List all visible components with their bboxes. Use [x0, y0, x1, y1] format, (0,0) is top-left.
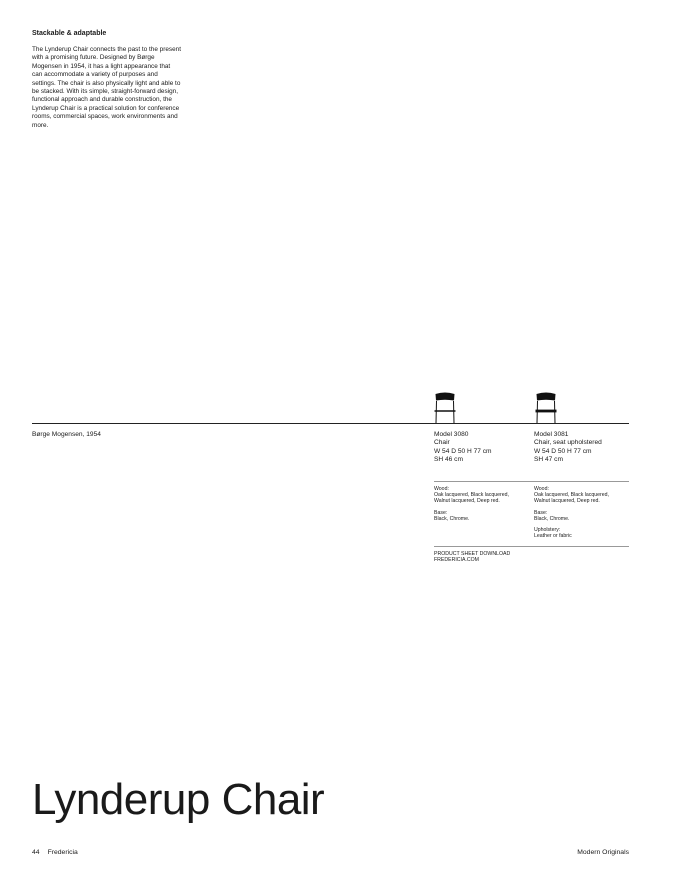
wood-value: Oak lacquered, Black lacquered, Walnut lacquered, Deep red.	[534, 492, 609, 505]
main-divider	[32, 423, 629, 424]
footer-left	[32, 849, 78, 856]
base-label: Base:	[434, 509, 448, 516]
intro-section	[32, 30, 182, 130]
base-label: Base:	[534, 509, 548, 516]
wood-label: Wood:	[434, 486, 449, 492]
model-3080-info	[434, 431, 530, 464]
model-3081-specs	[534, 486, 630, 544]
wood-spec	[434, 486, 530, 505]
chair-upholstered-icon	[534, 391, 558, 423]
download-divider	[434, 546, 629, 547]
download-label[interactable]: PRODUCT SHEET DOWNLOAD	[434, 551, 511, 557]
designer-credit: Børge Mogensen, 1954	[32, 431, 101, 438]
base-value: Black, Chrome.	[534, 515, 570, 522]
spec-divider	[434, 481, 629, 482]
wood-value: Oak lacquered, Black lacquered, Walnut lacquered, Deep red.	[434, 492, 509, 505]
model-dimensions: W 54 D 50 H 77 cm	[534, 447, 592, 455]
model-3080-specs	[434, 486, 530, 527]
product-sheet-download[interactable]	[434, 551, 510, 564]
intro-body: The Lynderup Chair connects the past to the present with a promising future. Designed by Børge Mogensen in 1954, it has a light appearance that can accommodate a variety of purposes and settings. The chair is also physically light and able to be stacked. With its simple, straight-forward design, functional approach and durable construction, the Lynderup Chair is a practical solution for conference rooms, commercial spaces, work environments and more.	[32, 46, 181, 129]
upholstery-spec	[534, 527, 630, 539]
intro-heading: Stackable & adaptable	[32, 30, 107, 37]
model-number: Model 3081	[534, 431, 569, 438]
chair-icon	[433, 391, 457, 423]
model-type: Chair	[434, 439, 450, 447]
model-seat-height: SH 46 cm	[434, 455, 463, 463]
wood-label: Wood:	[534, 486, 549, 492]
base-value: Black, Chrome.	[434, 515, 470, 522]
model-dimensions: W 54 D 50 H 77 cm	[434, 447, 492, 455]
page-number: 44	[32, 849, 40, 856]
upholstery-value: Leather or fabric	[534, 533, 572, 540]
upholstery-label: Upholstery:	[534, 527, 561, 534]
section-name: Modern Originals	[577, 849, 629, 856]
brand-name: Fredericia	[47, 849, 78, 856]
model-number: Model 3080	[434, 431, 469, 438]
model-seat-height: SH 47 cm	[534, 455, 563, 463]
model-3081-info	[534, 431, 630, 464]
base-spec	[534, 510, 630, 522]
page-title: Lynderup Chair	[32, 775, 325, 824]
wood-spec	[534, 486, 630, 505]
model-type: Chair, seat upholstered	[534, 439, 602, 447]
base-spec	[434, 510, 530, 522]
download-site-link[interactable]: FREDERICIA.COM	[434, 557, 479, 564]
